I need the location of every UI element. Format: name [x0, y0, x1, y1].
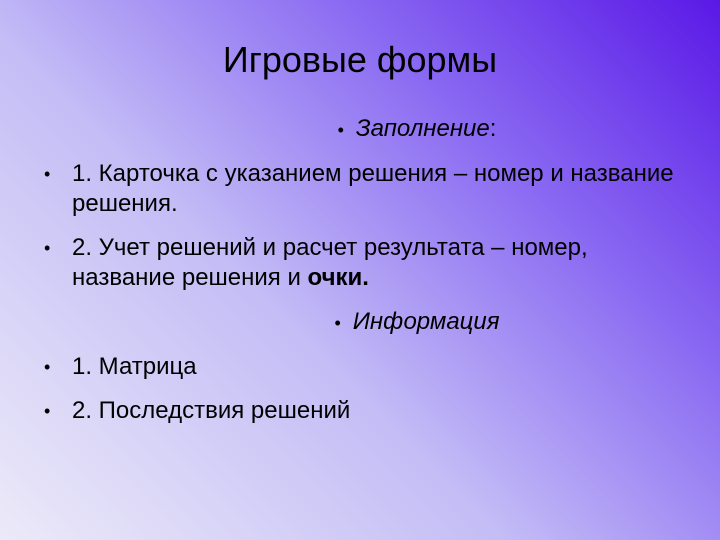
section-heading-colon: :: [489, 115, 497, 142]
section-heading-info: [152, 307, 682, 338]
bullet-icon: •: [44, 401, 51, 421]
list-item: [42, 396, 682, 426]
bullet-icon: •: [334, 313, 341, 333]
slide-body: [42, 114, 682, 440]
bullet-icon: •: [44, 164, 51, 184]
list-item-bold-text: очки.: [307, 264, 369, 291]
section-heading-text: Информация: [352, 308, 500, 335]
list-item-text: 2. Учет решений и расчет результата – номер, название решения и: [72, 234, 588, 291]
list-item: [42, 159, 682, 219]
list-item-text: 1. Карточка с указанием решения – номер и название решения.: [72, 160, 674, 217]
bullet-icon: •: [337, 120, 344, 140]
section-heading-text: Заполнение: [355, 115, 490, 142]
slide-title: Игровые формы: [222, 39, 498, 80]
bullet-icon: •: [44, 238, 51, 258]
list-item: [42, 352, 682, 382]
list-item-text: 1. Матрица: [72, 353, 197, 380]
bullet-icon: •: [44, 357, 51, 377]
list-item: [42, 233, 682, 293]
list-item-text: 2. Последствия решений: [72, 397, 351, 424]
section-heading-fill: [152, 114, 682, 145]
